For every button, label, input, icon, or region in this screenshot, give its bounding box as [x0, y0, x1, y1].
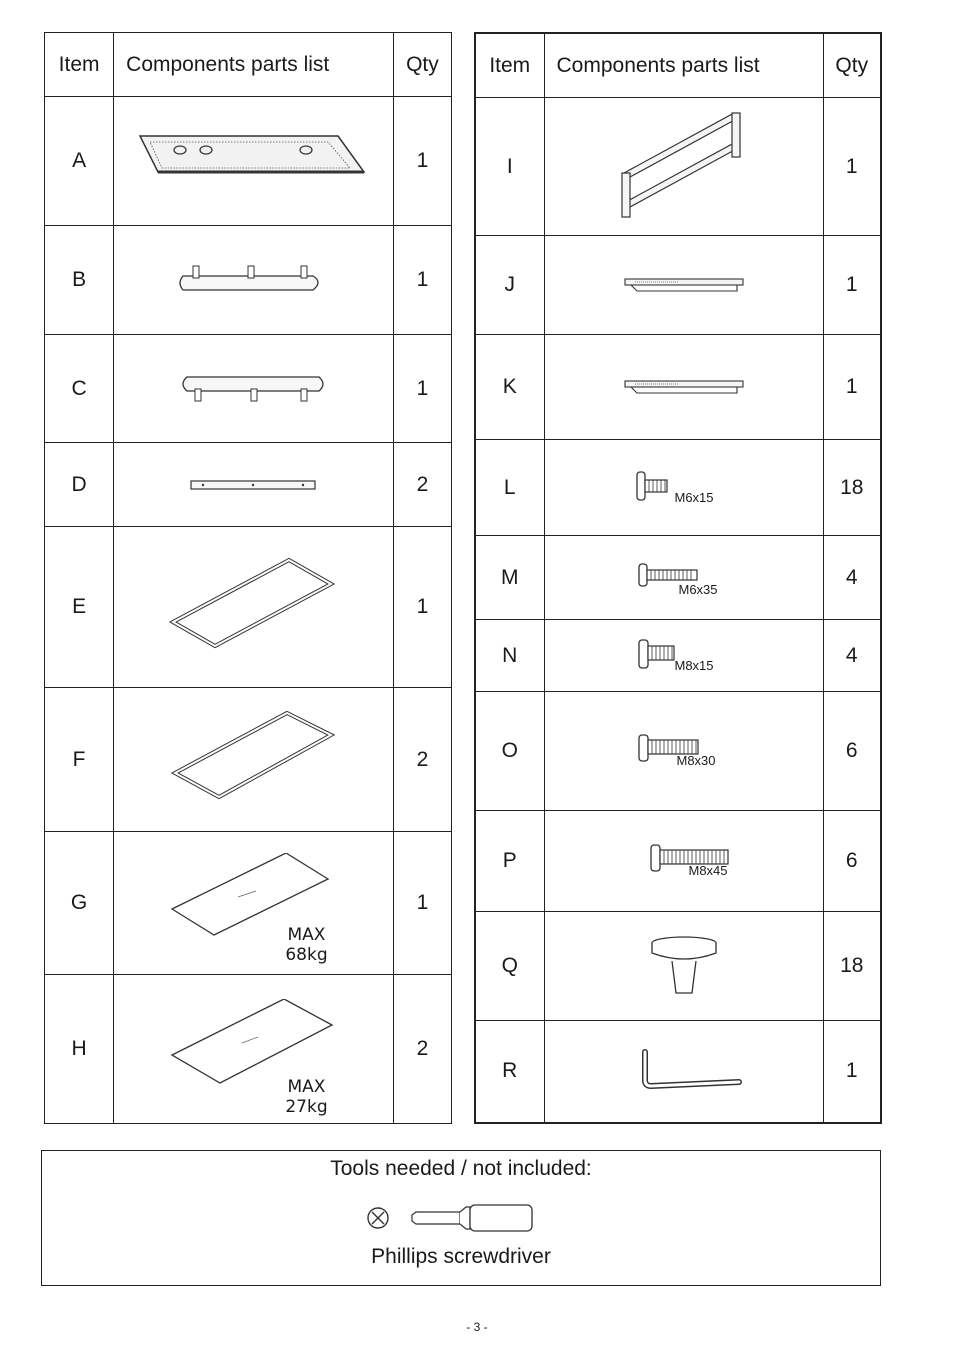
item-qty: 4 — [823, 620, 881, 692]
item-qty: 1 — [393, 97, 451, 226]
allen-key-icon — [619, 1046, 749, 1096]
bolt-size-label: M8x30 — [676, 753, 716, 768]
item-letter: B — [45, 226, 114, 335]
top-panel-icon — [128, 126, 378, 196]
header-item: Item — [475, 33, 544, 98]
item-letter: N — [475, 620, 544, 692]
table-row — [45, 226, 452, 335]
item-letter: K — [475, 335, 544, 440]
item-letter: L — [475, 440, 544, 536]
bolt-size-label: M6x35 — [678, 581, 718, 597]
header-components: Components parts list — [114, 33, 394, 97]
header-qty: Qty — [393, 33, 451, 97]
cross-bar-icon — [173, 369, 333, 409]
item-qty: 2 — [393, 688, 451, 832]
item-qty: 6 — [823, 811, 881, 912]
item-letter: J — [475, 236, 544, 335]
table-header — [475, 33, 881, 98]
rail-icon — [619, 273, 749, 297]
table-row — [475, 912, 881, 1021]
part-image-g — [114, 832, 394, 975]
table-row — [45, 97, 452, 226]
item-letter: O — [475, 692, 544, 811]
table-row — [45, 688, 452, 832]
table-row — [475, 536, 881, 620]
part-image-h — [114, 975, 394, 1124]
item-qty: 1 — [823, 335, 881, 440]
table-row — [475, 811, 881, 912]
rail-icon — [619, 375, 749, 399]
header-qty: Qty — [823, 33, 881, 98]
item-letter: D — [45, 443, 114, 527]
part-image-q — [544, 912, 823, 1021]
table-row — [475, 440, 881, 536]
table-row — [45, 832, 452, 975]
part-image-o — [544, 692, 823, 811]
item-letter: C — [45, 335, 114, 443]
tools-box — [41, 1150, 881, 1286]
item-qty: 6 — [823, 692, 881, 811]
item-letter: R — [475, 1021, 544, 1123]
bolt-size-label: M8x45 — [688, 863, 728, 878]
item-letter: M — [475, 536, 544, 620]
item-letter: F — [45, 688, 114, 832]
frame-icon — [163, 552, 343, 662]
item-qty: 1 — [393, 832, 451, 975]
item-qty: 18 — [823, 440, 881, 536]
page-number: - 3 - — [466, 1320, 488, 1334]
rod-icon — [183, 475, 323, 495]
part-image-b — [114, 226, 394, 335]
bolt-size-label: M6x15 — [674, 489, 714, 505]
table-row — [475, 1021, 881, 1123]
part-image-r — [544, 1021, 823, 1123]
back-frame-icon — [614, 107, 754, 227]
table-row — [45, 335, 452, 443]
cross-bar-icon — [173, 260, 333, 300]
tool-name: Phillips screwdriver — [371, 1245, 551, 1268]
part-image-m — [544, 536, 823, 620]
part-image-i — [544, 98, 823, 236]
part-image-f — [114, 688, 394, 832]
part-image-e — [114, 527, 394, 688]
parts-table-right — [474, 32, 882, 1124]
max-load-label: MAX 27kg — [285, 1077, 328, 1117]
item-qty: 18 — [823, 912, 881, 1021]
part-image-n — [544, 620, 823, 692]
header-item: Item — [45, 33, 114, 97]
part-image-k — [544, 335, 823, 440]
bolt-m8x45-icon — [609, 841, 759, 881]
max-load-label: MAX 68kg — [285, 925, 328, 965]
table-row — [45, 975, 452, 1124]
item-qty: 1 — [823, 236, 881, 335]
item-letter: Q — [475, 912, 544, 1021]
part-image-c — [114, 335, 394, 443]
part-image-a — [114, 97, 394, 226]
bolt-size-label: M8x15 — [674, 657, 714, 673]
frame-icon — [163, 705, 343, 815]
leveling-foot-icon — [644, 931, 724, 1001]
item-qty: 4 — [823, 536, 881, 620]
table-header — [45, 33, 452, 97]
item-qty: 1 — [823, 1021, 881, 1123]
table-row — [475, 335, 881, 440]
table-row — [475, 692, 881, 811]
table-row — [475, 98, 881, 236]
part-image-l — [544, 440, 823, 536]
item-qty: 1 — [393, 527, 451, 688]
table-row — [45, 527, 452, 688]
part-image-p — [544, 811, 823, 912]
item-qty: 2 — [393, 975, 451, 1124]
header-components: Components parts list — [544, 33, 823, 98]
item-qty: 2 — [393, 443, 451, 527]
tools-title: Tools needed / not included: — [330, 1157, 592, 1180]
item-qty: 1 — [823, 98, 881, 236]
item-letter: P — [475, 811, 544, 912]
item-letter: E — [45, 527, 114, 688]
table-row — [475, 620, 881, 692]
item-qty: 1 — [393, 335, 451, 443]
item-qty: 1 — [393, 226, 451, 335]
part-image-d — [114, 443, 394, 527]
item-letter: H — [45, 975, 114, 1124]
phillips-screwdriver-icon — [364, 1201, 544, 1235]
item-letter: A — [45, 97, 114, 226]
parts-table-left — [44, 32, 452, 1124]
part-image-j — [544, 236, 823, 335]
item-letter: I — [475, 98, 544, 236]
item-letter: G — [45, 832, 114, 975]
table-row — [475, 236, 881, 335]
table-row — [45, 443, 452, 527]
